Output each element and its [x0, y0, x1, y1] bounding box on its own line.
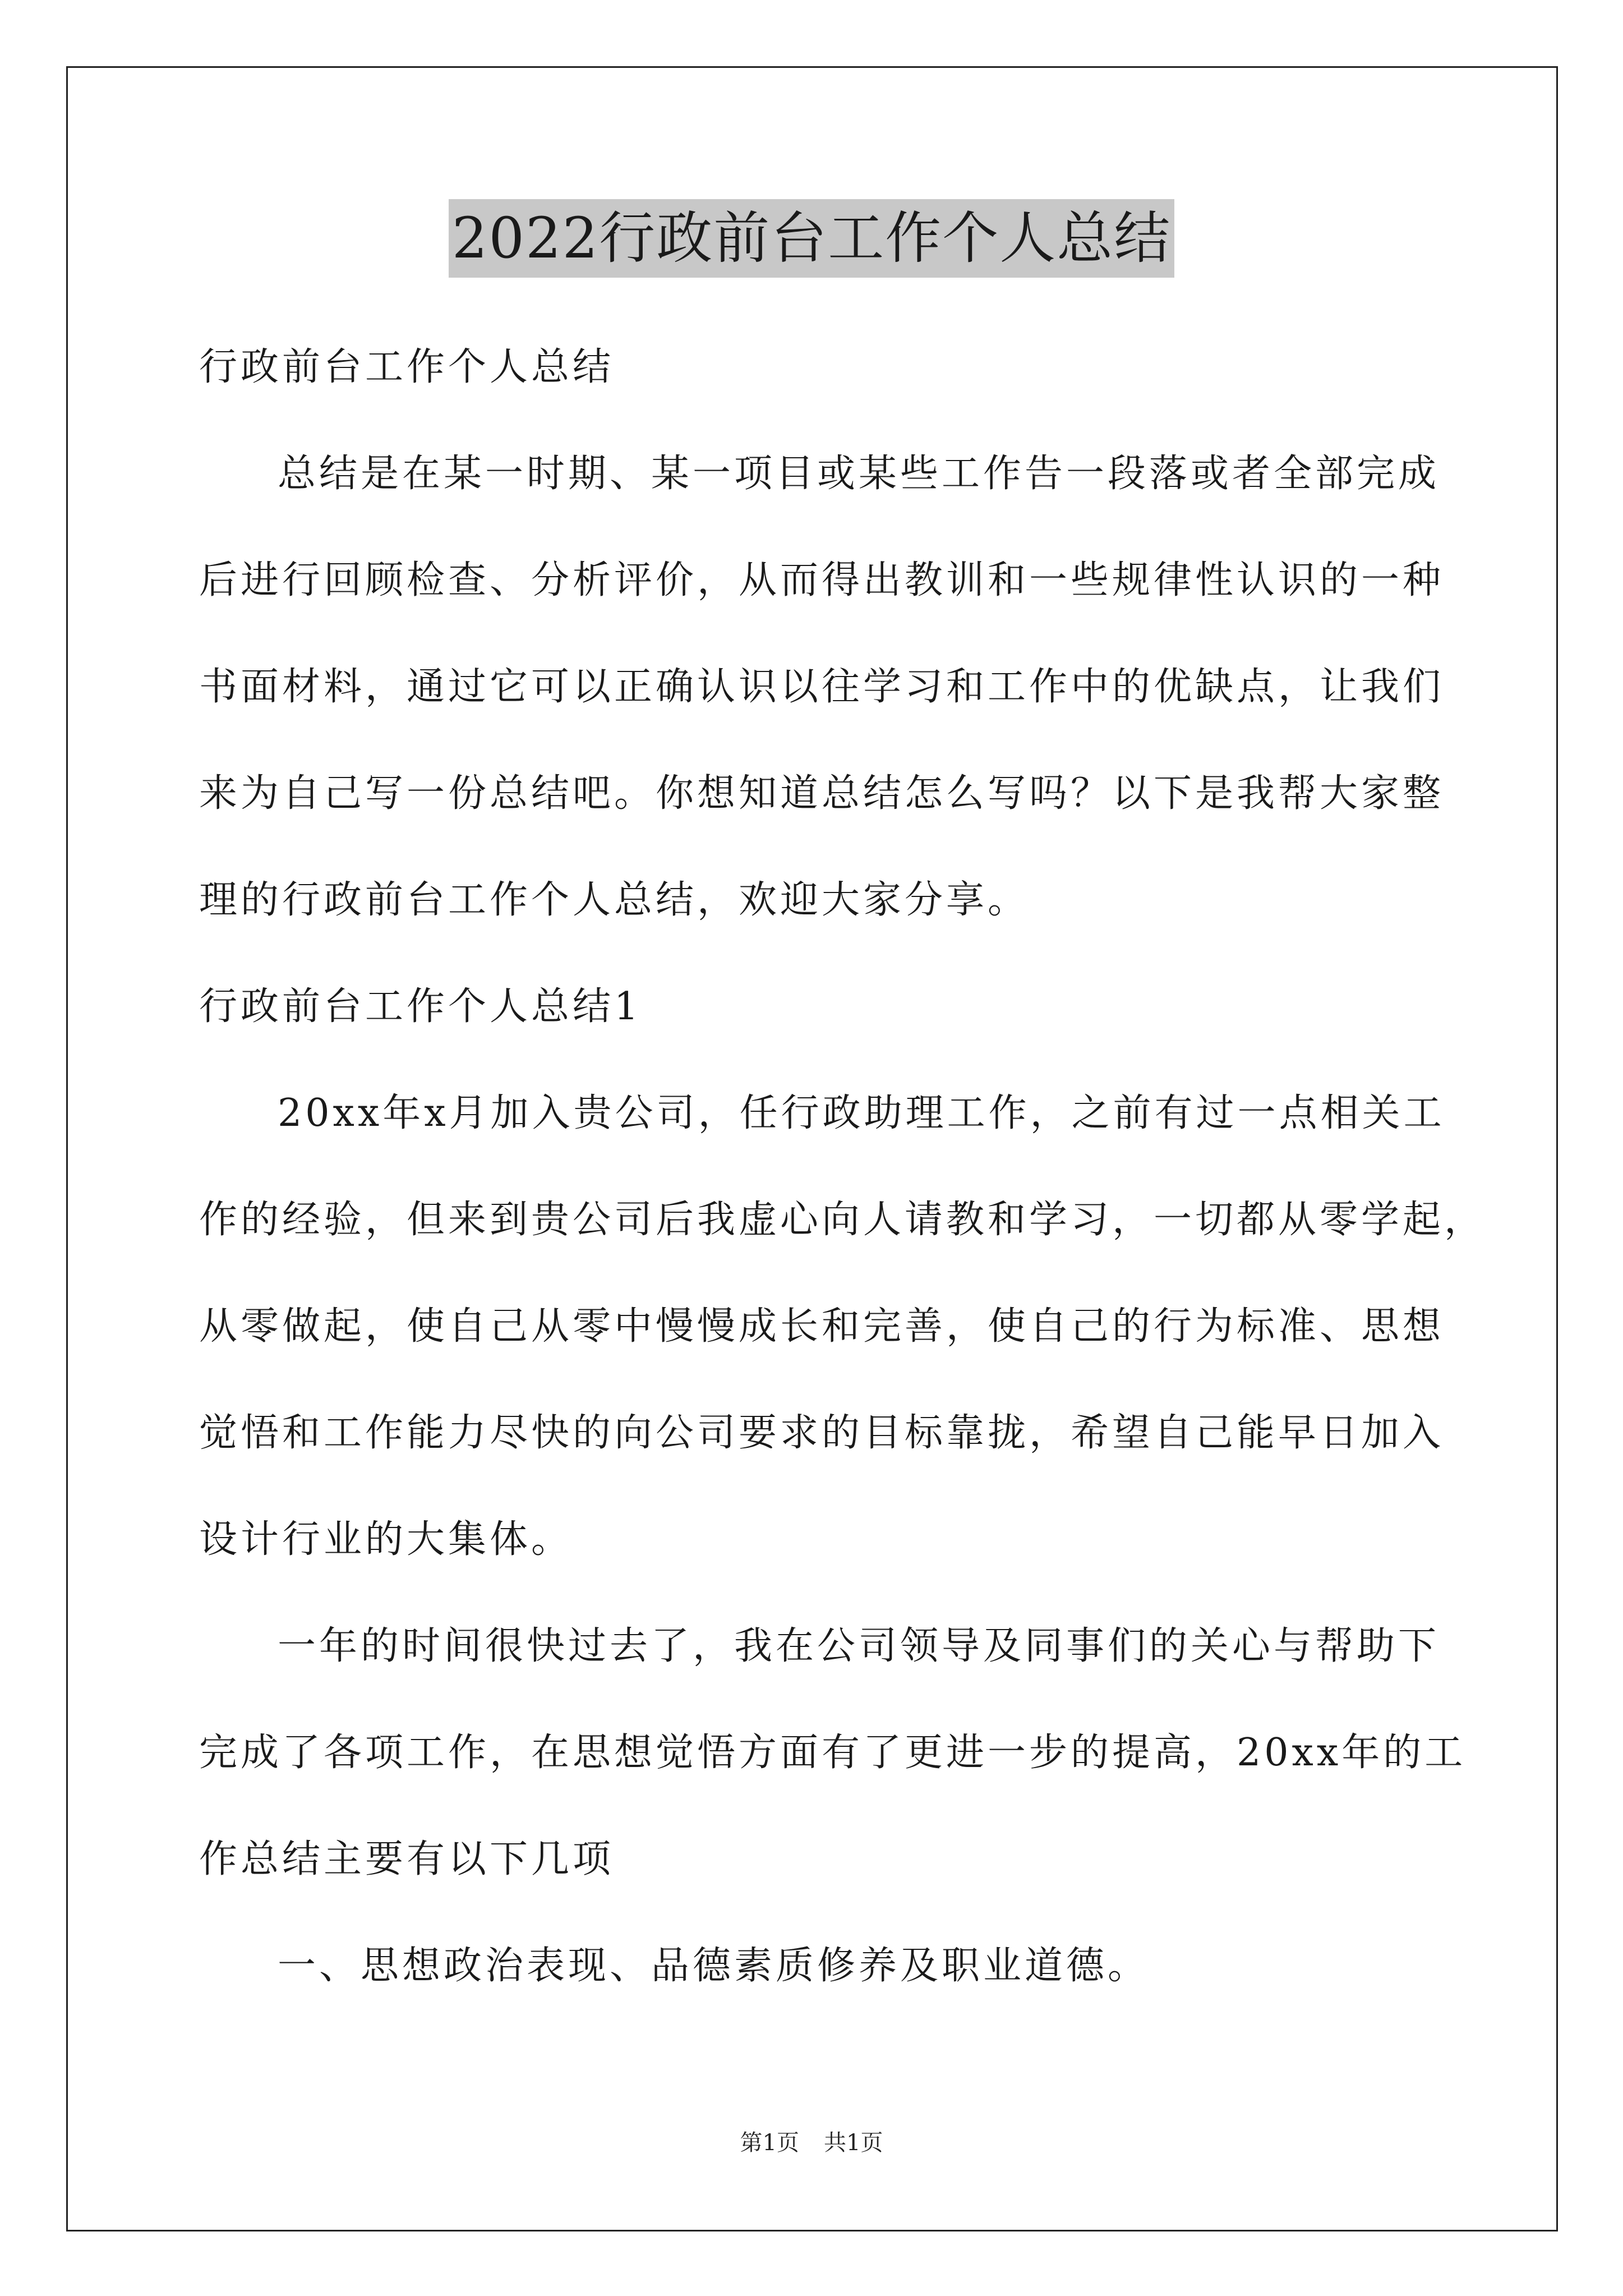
text-line: 设计行业的大集体。 [199, 1517, 573, 1562]
document-body [199, 314, 1486, 2019]
text-line: 从零做起，使自己从零中慢慢成长和完善，使自己的行为标准、思想 [199, 1304, 1445, 1349]
text-line: 总结是在某一时期、某一项目或某些工作告一段落或者全部完成 [278, 452, 1440, 496]
title-container [0, 199, 1623, 278]
text-line: 行政前台工作个人总结1 [199, 984, 642, 1029]
text-line: 作总结主要有以下几项 [199, 1837, 615, 1881]
document-title: 2022行政前台工作个人总结 [449, 199, 1175, 278]
text-line: 20xx年x月加入贵公司，任行政助理工作，之前有过一点相关工 [278, 1091, 1445, 1135]
text-line: 书面材料，通过它可以正确认识以往学习和工作中的优缺点，让我们 [199, 665, 1445, 709]
text-line: 后进行回顾检查、分析评价，从而得出教训和一些规律性认识的一种 [199, 558, 1445, 602]
text-line: 觉悟和工作能力尽快的向公司要求的目标靠拢，希望自己能早日加入 [199, 1411, 1445, 1455]
page-total: 共1页 [824, 2130, 883, 2156]
text-line: 一、思想政治表现、品德素质修养及职业道德。 [278, 1944, 1150, 1988]
page-footer [0, 2126, 1623, 2160]
text-line: 行政前台工作个人总结 [199, 345, 615, 389]
text-line: 来为自己写一份总结吧。你想知道总结怎么写吗？以下是我帮大家整 [199, 771, 1445, 816]
page-number: 第1页 [740, 2130, 799, 2156]
text-line: 完成了各项工作，在思想觉悟方面有了更进一步的提高，20xx年的工 [199, 1731, 1467, 1775]
text-line: 作的经验，但来到贵公司后我虚心向人请教和学习，一切都从零学起， [199, 1198, 1486, 1242]
text-line: 一年的时间很快过去了，我在公司领导及同事们的关心与帮助下 [278, 1624, 1440, 1668]
text-line: 理的行政前台工作个人总结，欢迎大家分享。 [199, 878, 1030, 922]
